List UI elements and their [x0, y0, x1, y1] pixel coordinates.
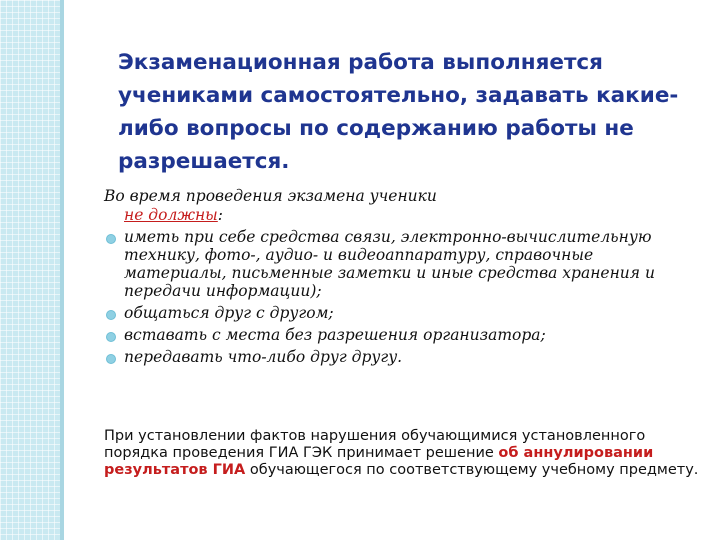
- decorative-side-strip: [0, 0, 64, 540]
- list-item: передавать что-либо друг другу.: [104, 348, 694, 366]
- list-item: вставать с места без разрешения организатора;: [104, 326, 694, 344]
- closing-text-before: При установлении фактов нарушения обучающимися установленного порядка проведения ГИА ГЭК принимает решение: [104, 428, 646, 461]
- list-item: общаться друг с другом;: [104, 304, 694, 322]
- closing-paragraph: [104, 428, 704, 479]
- intro-text: [104, 187, 694, 205]
- slide-heading: Экзаменационная работа выполняется учениками самостоятельно, задавать какие-либо вопросы по содержанию работы не разрешается.: [118, 50, 679, 174]
- closing-text-after: обучающегося по соответствующему учебному предмету.: [245, 462, 699, 478]
- intro-emphasis-line: [124, 206, 223, 224]
- prohibited-actions-list: [104, 228, 694, 370]
- intro-emphasis: не должны: [124, 206, 218, 224]
- closing-highlight: об аннулировании результатов ГИА: [104, 445, 654, 478]
- list-item: иметь при себе средства связи, электронно-вычислительную технику, фото-, аудио- и видеоаппаратуру, справочные материалы, письменные заметки и иные средства хранения и передачи информации);: [104, 228, 694, 300]
- intro-suffix: :: [217, 206, 224, 224]
- intro-prefix: Во время проведения экзамена ученики: [104, 187, 437, 205]
